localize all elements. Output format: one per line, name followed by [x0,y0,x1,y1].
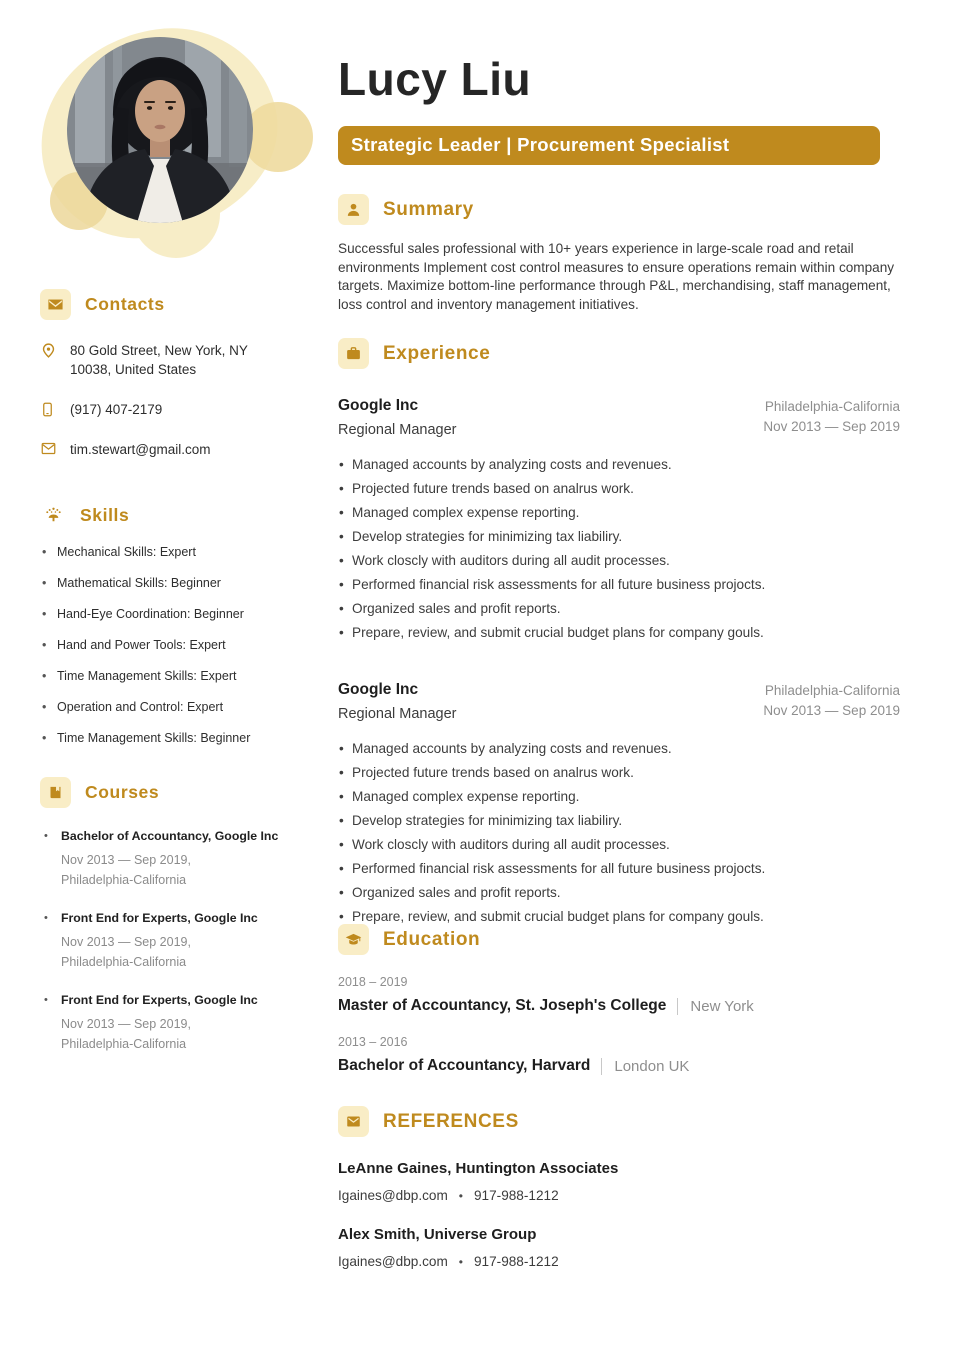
education-degree-line [338,997,900,1015]
job-bullet-list [338,453,900,645]
job-bullet: • Develop strategies for minimizing tax liabiliry. [338,809,900,833]
education-entry [338,975,900,1015]
contact-phone-row [40,400,312,419]
experience-title: Experience [383,342,491,364]
dot-separator [459,1254,463,1269]
portrait-illustration [67,37,253,223]
job-bullet: • Prepare, review, and submit crucial budget plans for company gouls. [338,905,900,929]
course-details: Nov 2013 — Sep 2019, Philadelphia-California [61,853,191,887]
education-entry [338,1035,900,1075]
skill-item: • Hand-Eye Coordination: Beginner [40,607,312,621]
skill-item: • Mathematical Skills: Beginner [40,576,312,590]
job-bullet: • Managed accounts by analyzing costs and revenues. [338,737,900,761]
phone-icon [40,400,58,419]
course-details: Nov 2013 — Sep 2019, Philadelphia-California [61,935,191,969]
reference-name: LeAnne Gaines, Huntington Associates [338,1160,619,1177]
job-bullet: • Prepare, review, and submit crucial budget plans for company gouls. [338,621,900,645]
course-item [40,911,312,972]
education-section [338,924,900,1075]
references-section [338,1106,900,1269]
experience-section [338,338,900,929]
skill-item: • Operation and Control: Expert [40,700,312,714]
education-title: Education [383,928,481,950]
reference-email: Igaines@dbp.com [338,1254,448,1269]
contact-address: 80 Gold Street, New York, NY 10038, United States [70,343,248,377]
summary-heading [338,194,900,225]
education-degree: Master of Accountancy, St. Joseph's College [338,997,667,1014]
envelope-icon [40,440,58,459]
skills-heading [40,502,312,528]
job-bullet: • Projected future trends based on analrus work. [338,477,900,501]
contact-email-row [40,440,312,459]
job-bullet: • Managed complex expense reporting. [338,501,900,525]
skill-item: • Time Management Skills: Expert [40,669,312,683]
education-dates: 2018 – 2019 [338,975,408,989]
skill-item: • Time Management Skills: Beginner [40,731,312,745]
job-dates: Nov 2013 — Sep 2019 [763,703,900,718]
job-bullet: • Organized sales and profit reports. [338,597,900,621]
profile-photo [67,37,253,223]
courses-section [40,777,312,1054]
contacts-heading [40,289,312,320]
education-degree: Bachelor of Accountancy, Harvard [338,1057,591,1074]
job-company-role [338,397,457,438]
job-dates: Nov 2013 — Sep 2019 [763,419,900,434]
job-bullet: • Organized sales and profit reports. [338,881,900,905]
job-title-banner: Strategic Leader | Procurement Specialist [338,126,880,165]
reference-phone: 917-988-1212 [473,1188,559,1203]
job-bullet: • Performed financial risk assessments for all future business projocts. [338,573,900,597]
contacts-title: Contacts [85,294,165,314]
course-details: Nov 2013 — Sep 2019, Philadelphia-California [61,1017,191,1051]
job-bullet-list [338,737,900,929]
job-entry [338,397,900,645]
location-pin-icon [40,341,58,379]
job-header [338,397,900,438]
reference-entry [338,1226,900,1269]
decorative-circle [243,102,313,172]
courses-title: Courses [85,782,160,802]
skills-title: Skills [80,504,130,525]
job-location: Philadelphia-California [764,683,900,698]
skill-item: • Mechanical Skills: Expert [40,545,312,559]
course-item [40,829,312,890]
job-role: Regional Manager [338,706,457,722]
job-bullet: • Managed complex expense reporting. [338,785,900,809]
job-bullet: • Managed accounts by analyzing costs and revenues. [338,453,900,477]
education-location: London UK [601,1058,689,1075]
job-bullet: • Projected future trends based on analrus work. [338,761,900,785]
page-title: Lucy Liu [338,53,532,105]
briefcase-icon [338,338,369,369]
education-degree-line [338,1057,900,1075]
graduation-cap-icon [338,924,369,955]
job-company: Google Inc [338,681,419,698]
education-heading [338,924,900,955]
course-title: • Bachelor of Accountancy, Google Inc [61,829,279,843]
contact-address-row [40,341,312,379]
envelope-icon [40,289,71,320]
course-title: • Front End for Experts, Google Inc [61,911,258,925]
skills-section [40,502,312,745]
courses-heading [40,777,312,808]
summary-text: Successful sales professional with 10+ years experience in large-scale road and retail environments Implement cost control measures to ensure operations remain within company targets. Maximize bottom-line performance through P&L, merchandising, staff management, loss control and inventory management initiatives. [338,241,895,312]
summary-section [338,194,900,328]
job-bullet: • Develop strategies for minimizing tax liabiliry. [338,525,900,549]
experience-heading [338,338,900,369]
profile-photo-area [40,22,310,257]
contact-email: tim.stewart@gmail.com [70,442,211,457]
celebration-icon [40,502,66,528]
job-bullet: • Performed financial risk assessments for all future business projocts. [338,857,900,881]
reference-phone: 917-988-1212 [473,1254,559,1269]
person-icon [338,194,369,225]
reference-entry [338,1160,900,1203]
job-role: Regional Manager [338,422,457,438]
references-title: REFERENCES [383,1110,519,1132]
reference-email: Igaines@dbp.com [338,1188,448,1203]
header [338,52,900,165]
reference-contact [338,1254,900,1269]
job-meta [763,681,900,721]
skills-list [40,545,312,745]
job-company-role [338,681,457,722]
references-heading [338,1106,900,1137]
job-meta [763,397,900,437]
course-item [40,993,312,1054]
dot-separator [459,1188,463,1203]
envelope-icon [338,1106,369,1137]
job-entry [338,681,900,929]
book-icon [40,777,71,808]
job-location: Philadelphia-California [764,399,900,414]
contacts-section [40,289,312,459]
job-bullet: • Work closcly with auditors during all audit processes. [338,549,900,573]
job-header [338,681,900,722]
skill-item: • Hand and Power Tools: Expert [40,638,312,652]
reference-name: Alex Smith, Universe Group [338,1226,537,1243]
contact-phone: (917) 407-2179 [70,402,163,417]
job-company: Google Inc [338,397,419,414]
course-title: • Front End for Experts, Google Inc [61,993,258,1007]
education-dates: 2013 – 2016 [338,1035,408,1049]
reference-contact [338,1188,900,1203]
education-location: New York [677,998,753,1015]
job-bullet: • Work closcly with auditors during all audit processes. [338,833,900,857]
summary-title: Summary [383,198,474,220]
